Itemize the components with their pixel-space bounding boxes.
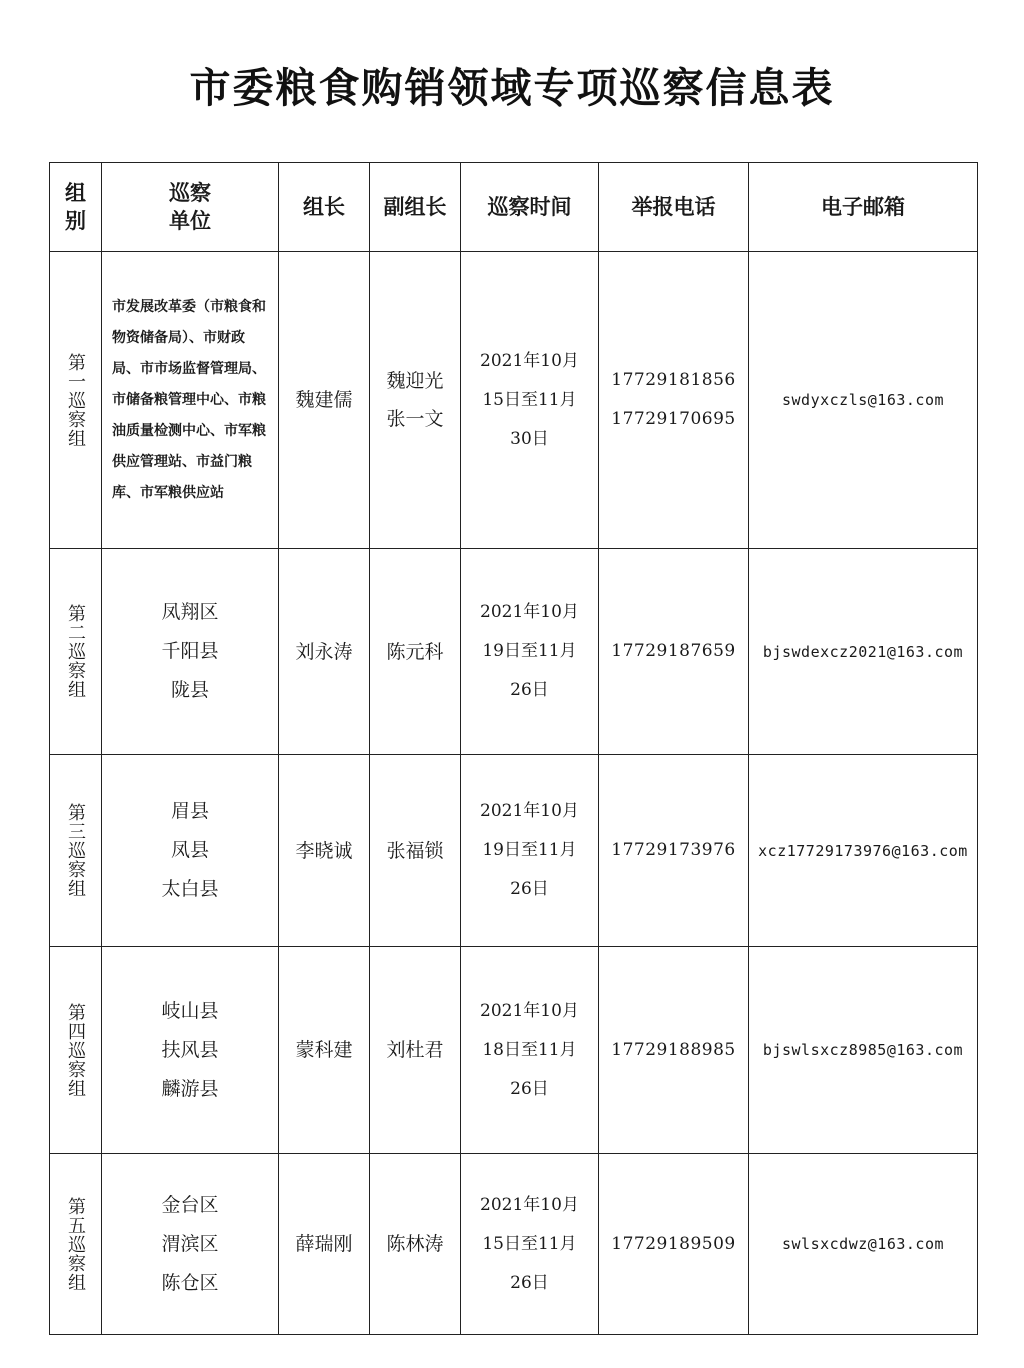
group-cell: 第一巡察组 — [50, 252, 102, 549]
inspection-info-table — [49, 162, 978, 1335]
phone-cell: 17729173976 — [599, 755, 749, 947]
group-cell: 第五巡察组 — [50, 1154, 102, 1335]
table-row — [50, 947, 978, 1154]
email-cell: bjswdexcz2021@163.com — [749, 549, 978, 755]
phone-cell: 17729188985 — [599, 947, 749, 1154]
unit-cell: 眉县 凤县 太白县 — [102, 755, 279, 947]
phone-cell: 17729181856 17729170695 — [599, 252, 749, 549]
time-cell: 2021年10月15日至11月30日 — [461, 252, 599, 549]
table-row — [50, 755, 978, 947]
group-cell: 第二巡察组 — [50, 549, 102, 755]
leader-cell: 刘永涛 — [279, 549, 370, 755]
header-deputy: 副组长 — [370, 163, 461, 252]
leader-cell: 魏建儒 — [279, 252, 370, 549]
time-cell: 2021年10月19日至11月26日 — [461, 755, 599, 947]
deputy-cell: 陈林涛 — [370, 1154, 461, 1335]
time-cell: 2021年10月15日至11月26日 — [461, 1154, 599, 1335]
leader-cell: 蒙科建 — [279, 947, 370, 1154]
deputy-cell: 刘杜君 — [370, 947, 461, 1154]
email-cell: xcz17729173976@163.com — [749, 755, 978, 947]
leader-cell: 薛瑞刚 — [279, 1154, 370, 1335]
phone-cell: 17729187659 — [599, 549, 749, 755]
header-phone: 举报电话 — [599, 163, 749, 252]
table-row — [50, 1154, 978, 1335]
header-leader: 组长 — [279, 163, 370, 252]
email-cell: bjswlsxcz8985@163.com — [749, 947, 978, 1154]
header-email: 电子邮箱 — [749, 163, 978, 252]
unit-cell: 金台区 渭滨区 陈仓区 — [102, 1154, 279, 1335]
unit-cell: 岐山县 扶风县 麟游县 — [102, 947, 279, 1154]
deputy-cell: 陈元科 — [370, 549, 461, 755]
table-row — [50, 549, 978, 755]
group-cell: 第三巡察组 — [50, 755, 102, 947]
leader-cell: 李晓诚 — [279, 755, 370, 947]
document-title: 市委粮食购销领域专项巡察信息表 — [189, 64, 835, 112]
group-cell: 第四巡察组 — [50, 947, 102, 1154]
phone-cell: 17729189509 — [599, 1154, 749, 1335]
table-row — [50, 252, 978, 549]
time-cell: 2021年10月18日至11月26日 — [461, 947, 599, 1154]
deputy-cell: 魏迎光 张一文 — [370, 252, 461, 549]
header-group: 组别 — [50, 163, 102, 252]
unit-cell: 市发展改革委（市粮食和物资储备局）、市财政局、市市场监督管理局、市储备粮管理中心、市粮油质量检测中心、市军粮供应管理站、市益门粮库、市军粮供应站 — [102, 252, 279, 549]
header-time: 巡察时间 — [461, 163, 599, 252]
header-unit: 巡察单位 — [102, 163, 279, 252]
email-cell: swlsxcdwz@163.com — [749, 1154, 978, 1335]
time-cell: 2021年10月19日至11月26日 — [461, 549, 599, 755]
header-row — [50, 163, 978, 252]
unit-cell: 凤翔区 千阳县 陇县 — [102, 549, 279, 755]
deputy-cell: 张福锁 — [370, 755, 461, 947]
email-cell: swdyxczls@163.com — [749, 252, 978, 549]
